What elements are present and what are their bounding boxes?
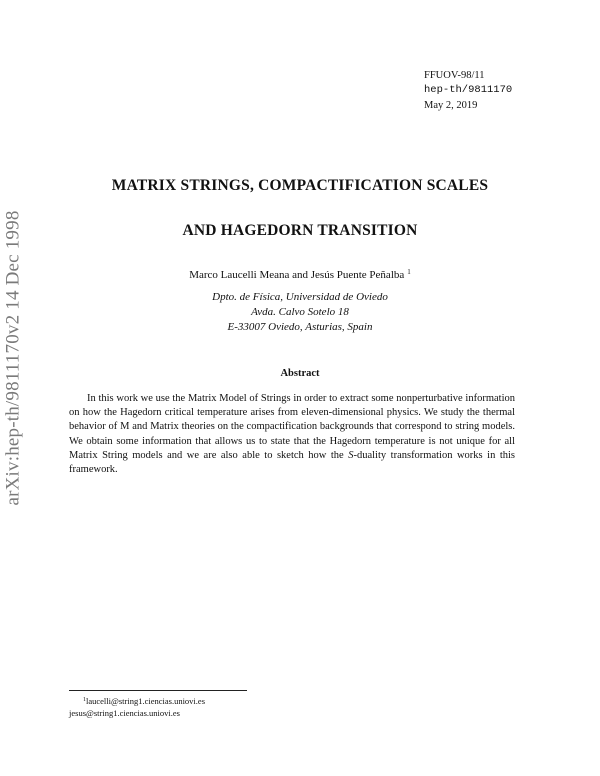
footnote-email-2: jesus@string1.ciencias.uniovi.es bbox=[69, 708, 180, 718]
arxiv-number: hep-th/9811170 bbox=[424, 84, 513, 96]
abstract-heading: Abstract bbox=[280, 368, 320, 379]
footnote-email-1: laucelli@string1.ciencias.uniovi.es bbox=[86, 696, 206, 706]
paper-title-line-1: MATRIX STRINGS, COMPACTIFICATION SCALES bbox=[111, 177, 489, 194]
abstract-italic-symbol: S bbox=[348, 449, 354, 461]
affiliation bbox=[60, 290, 540, 335]
footnote-divider bbox=[69, 690, 247, 691]
author-names: Marco Laucelli Meana and Jesús Puente Peñalba bbox=[189, 269, 405, 281]
footnote bbox=[69, 694, 205, 719]
author-list bbox=[60, 268, 540, 281]
arxiv-identifier: arXiv:hep-th/9811170v2 14 Dec 1998 bbox=[3, 210, 24, 506]
abstract-text bbox=[69, 392, 515, 477]
arxiv-sidebar-stamp bbox=[2, 208, 26, 508]
footnote-mark: 1 bbox=[83, 697, 86, 703]
abstract-text-end: -duality transformation works in this framework. bbox=[69, 449, 516, 476]
preprint-info bbox=[424, 68, 512, 113]
affiliation-city: E-33007 Oviedo, Asturias, Spain bbox=[227, 321, 373, 333]
preprint-date: May 2, 2019 bbox=[424, 100, 478, 111]
report-number: FFUOV-98/11 bbox=[424, 70, 485, 81]
affiliation-department: Dpto. de Física, Universidad de Oviedo bbox=[212, 291, 388, 303]
author-footnote-mark: 1 bbox=[407, 268, 411, 276]
affiliation-street: Avda. Calvo Sotelo 18 bbox=[251, 306, 349, 318]
abstract-text-main: In this work we use the Matrix Model of Strings in order to extract some nonperturbative information on how the Hagedorn critical temperature arises from eleven-dimensional physics. We study the thermal behavior of M and Matrix theories on the compactification backgrounds that correspond to string models. We obtain some information that allows us to state that the Hagedorn temperature is not unique for all Matrix String models and we are also able to sketch how the bbox=[69, 393, 515, 461]
paper-title-line-2: AND HAGEDORN TRANSITION bbox=[182, 222, 418, 239]
